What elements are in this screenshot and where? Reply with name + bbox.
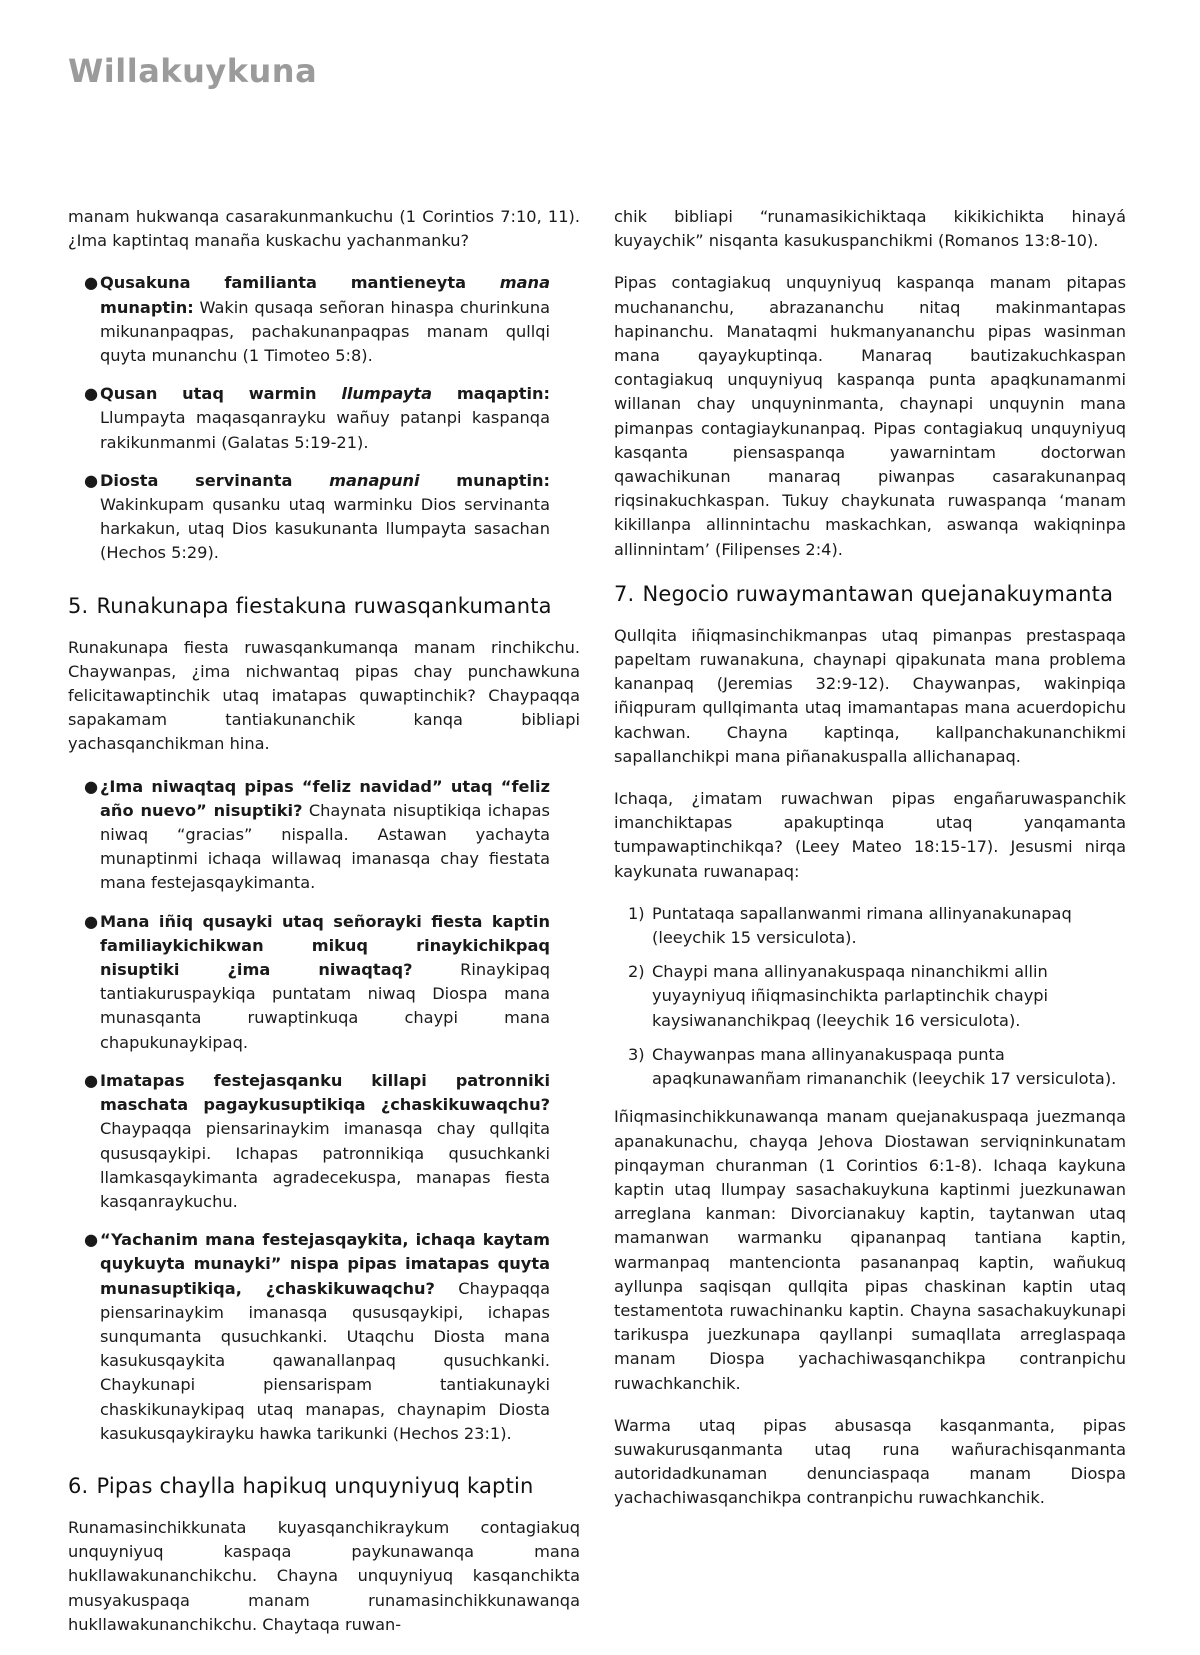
right-column	[614, 205, 1126, 1529]
list-item	[84, 910, 580, 1055]
list-number: 2)	[628, 962, 645, 982]
list-item	[84, 1069, 580, 1214]
paragraph: Qullqita iñiqmasinchikmanpas utaq pimanpas prestaspaqa papeltam ruwanakuna, chaynapi qipakunata mana problema kananpaq (Jeremias 32:9-12). Chaywanpas, wakinpiqa iñiqpuram qullqimanta utaq imamantapas mana acuerdopichu kachwan. Chayna kaptinqa, kallpanchakunanchikmi sapallanchikpi mana piñanakuspalla allichanapaq.	[614, 625, 1126, 766]
bullet-text: Rinaykipaq tantiakuruspaykiqa puntatam niwaq Diospa mana munasqanta ruwaptinkuqa chaypi mana chapukunaykipaq.	[100, 960, 550, 1052]
section-number: 6.	[68, 1473, 89, 1498]
paragraph: Warma utaq pipas abusasqa kasqanmanta, pipas suwakurusqanmanta utaq runa wañurachisqanmanta autoridadkunaman denunciaspaqa manam Diospa yachachiwasqanchikpa contranpichu ruwachkanchik.	[614, 1415, 1126, 1508]
list-number: 1)	[628, 903, 645, 923]
left-column	[68, 205, 580, 1655]
bullet-list	[68, 775, 580, 1446]
list-item	[628, 1043, 1126, 1091]
section-number: 7.	[614, 581, 635, 606]
bullet-icon: ●	[84, 1230, 99, 1250]
running-head: Willakuykuna	[68, 52, 318, 90]
bullet-lead: Imatapas festejasqanku killapi patronniki maschata pagaykusuptikiqa ¿chaskikuwaqchu?	[100, 1070, 550, 1115]
bullet-text: Chaypaqqa piensarinaykim imanasqa qususqaykipi, ichapas sunqumanta qusuchkanki. Utaqchu Diosta mana kasukusqaykita qawanallanpaq qusuchkanki. Chaykunapi piensarispam tantiakunayki chaskikunaykipaq utaq manapas, chaynapim Diosta kasukusqaykirayku hawka tarikunki (Hechos 23:1).	[100, 1278, 550, 1443]
list-number: 3)	[628, 1044, 645, 1064]
bullet-icon: ●	[84, 911, 99, 931]
bullet-icon: ●	[84, 273, 99, 293]
paragraph: Pipas contagiakuq unquyniyuq kaspanqa manam pitapas muchananchu, abrazananchu nitaq makinmantapas hapinanchu. Manataqmi hukmanyananchu pipas wasinman mana qayaykuptinqa. Manaraq bautizakuchkaspan contagiakuq unquyniyuq kaspanqa punta apaqkunamanmi willanan chay unquyninmanta, chaynapi unquynin mana pimanpas contagiaykunanpaq. Pipas contagiakuq unquyniyuq kasqanta piensaspanqa yawarnintam doctorwan qawachikunan manaraq piwanpas casarakunanpaq riqsinakuchkaspan. Tukuy chaykunata ruwaspanqa ‘manam kikillanpa allinnintachu maskachkan, aswanqa wakiqninpa allinnintam’ (Filipenses 2:4).	[614, 273, 1126, 559]
list-item	[84, 775, 580, 896]
paragraph: Ichaqa, ¿imatam ruwachwan pipas engañaruwaspanchik imanchiktapas apakuptinqa utaq yanqamanta tumpawaptinchikqa? (Leey Mateo 18:15-17). Jesusmi nirqa kaykunata ruwanapaq:	[614, 789, 1126, 881]
list-item	[84, 382, 580, 455]
list-item	[628, 960, 1126, 1033]
bullet-icon: ●	[84, 384, 99, 404]
list-text: Puntataqa sapallanwanmi rimana allinyanakunapaq (leeychik 15 versiculota).	[652, 903, 1072, 948]
paragraph: Iñiqmasinchikkunawanqa manam quejanakuspaqa juezmanqa apanakunachu, chayqa Jehova Diostawan serviqninkunatam pinqayman churanman (1 Corintios 6:1-8). Ichaqa kaykuna kaptin utaq llumpay sasachakuykuna kaptinmi juezkunawan arreglana kanman: Divorcianakuy kaptin, taytanwan utaq mamanwan warmanku qipananpaq tantiana kaptin, warmanpaq mantencionta pasananpaq kaptin, wañukuq ayllunpa saqisqan qullqita pipas chaskinan kaptin utaq testamentota ruwachinanku kaptin. Chayna sasachakuykunapi tarikuspa juezkunapa qayllanpi sumaqllata arreglaspaqa manam Diospa yachachiwasqanchikpa contranpichu ruwachkanchik.	[614, 1107, 1126, 1393]
paragraph: Runamasinchikkunata kuyasqanchikraykum contagiakuq unquyniyuq kaspaqa paykunawanqa mana hukllawakunanchikchu. Chayna unquyniyuq kasqanchikta musyakuspaqa manam runamasinchikkunawanqa hukllawakunanchikchu. Chaytaqa ruwan-	[68, 1517, 580, 1634]
list-item	[84, 271, 580, 368]
bullet-text: Chaypaqqa piensarinaykim imanasqa chay qullqita qususqaykipi. Ichapas patronnikiqa qusuchkanki llamkasqaykimanta agradecekuspa, manapas fiesta kasqanraykuchu.	[100, 1119, 550, 1211]
section-title: Runakunapa fiestakuna ruwasqankumanta	[96, 593, 552, 618]
section-title: Pipas chaylla hapikuq unquyniyuq kaptin	[96, 1473, 534, 1498]
list-text: Chaywanpas mana allinyanakuspaqa punta apaqkunawanñam rimananchik (leeychik 17 versiculota).	[652, 1044, 1117, 1089]
list-item	[628, 902, 1126, 950]
bullet-text: Chaynata nisuptikiqa ichapas niwaq “gracias” nispalla. Astawan yachayta munaptinmi ichaqa willawaq imanasqa chay fiestata mana festejasqaykimanta.	[100, 800, 550, 893]
bullet-text: Llumpayta maqasqanrayku wañuy patanpi kaspanqa rakikunmanmi (Galatas 5:19-21).	[100, 408, 550, 452]
bullet-lead: Qusakuna familianta mantieneyta mana munaptin:	[100, 273, 550, 317]
paragraph: chik bibliapi “runamasikichiktaqa kikikichikta hinayá kuyaychik” nisqanta kasukuspanchikmi (Romanos 13:8-10).	[614, 207, 1126, 251]
section-title: Negocio ruwaymantawan quejanakuymanta	[642, 581, 1114, 606]
section-number: 5.	[68, 593, 89, 618]
bullet-text: Wakinkupam qusanku utaq warminku Dios servinanta harkakun, utaq Dios kasukunanta llumpayta sasachan (Hechos 5:29).	[100, 495, 550, 563]
bullet-icon: ●	[84, 776, 99, 796]
bullet-lead: Diosta servinanta manapuni munaptin:	[100, 470, 550, 490]
numbered-list	[614, 902, 1126, 1091]
paragraph: manam hukwanqa casarakunmankuchu (1 Corintios 7:10, 11). ¿Ima kaptintaq manaña kuskachu yachanmanku?	[68, 207, 580, 251]
bullet-lead: Mana iñiq qusayki utaq señorayki fiesta kaptin familiaykichikwan mikuq rinaykichikpaq nisuptiki ¿ima niwaqtaq?	[100, 911, 550, 980]
section-heading	[614, 580, 1126, 608]
list-item	[84, 469, 580, 566]
section-heading	[68, 592, 580, 620]
bullet-lead: “Yachanim mana festejasqaykita, ichaqa kaytam quykuyta munayki” nispa pipas imatapas quyta munasuptikiqa, ¿chaskikuwaqchu?	[100, 1230, 550, 1298]
list-text: Chaypi mana allinyanakuspaqa ninanchikmi allin yuyayniyuq iñiqmasinchikta parlaptinchik chaypi kaysiwananchikpaq (leeychik 16 versiculota).	[652, 962, 1049, 1030]
bullet-text: Wakin qusaqa señoran hinaspa churinkuna mikunanpaqpas, pachakunanpaqpas manam qullqi quyta munanchu (1 Timoteo 5:8).	[100, 297, 550, 366]
bullet-icon: ●	[84, 1070, 99, 1090]
bullet-lead: ¿Ima niwaqtaq pipas “feliz navidad” utaq “feliz año nuevo” nisuptiki?	[100, 776, 550, 820]
bullet-icon: ●	[84, 470, 99, 490]
bullet-lead: Qusan utaq warmin llumpayta maqaptin:	[100, 384, 550, 404]
paragraph: Runakunapa fiesta ruwasqankumanqa manam rinchikchu. Chaywanpas, ¿ima nichwantaq pipas chay punchawkuna felicitawaptinchik utaq imatapas quwaptinchik? Chaypaqqa sapakamam tantiakunanchik kanqa bibliapi yachasqanchikman hina.	[68, 637, 580, 754]
bullet-list	[68, 271, 580, 565]
section-heading	[68, 1472, 580, 1500]
list-item	[84, 1228, 580, 1446]
